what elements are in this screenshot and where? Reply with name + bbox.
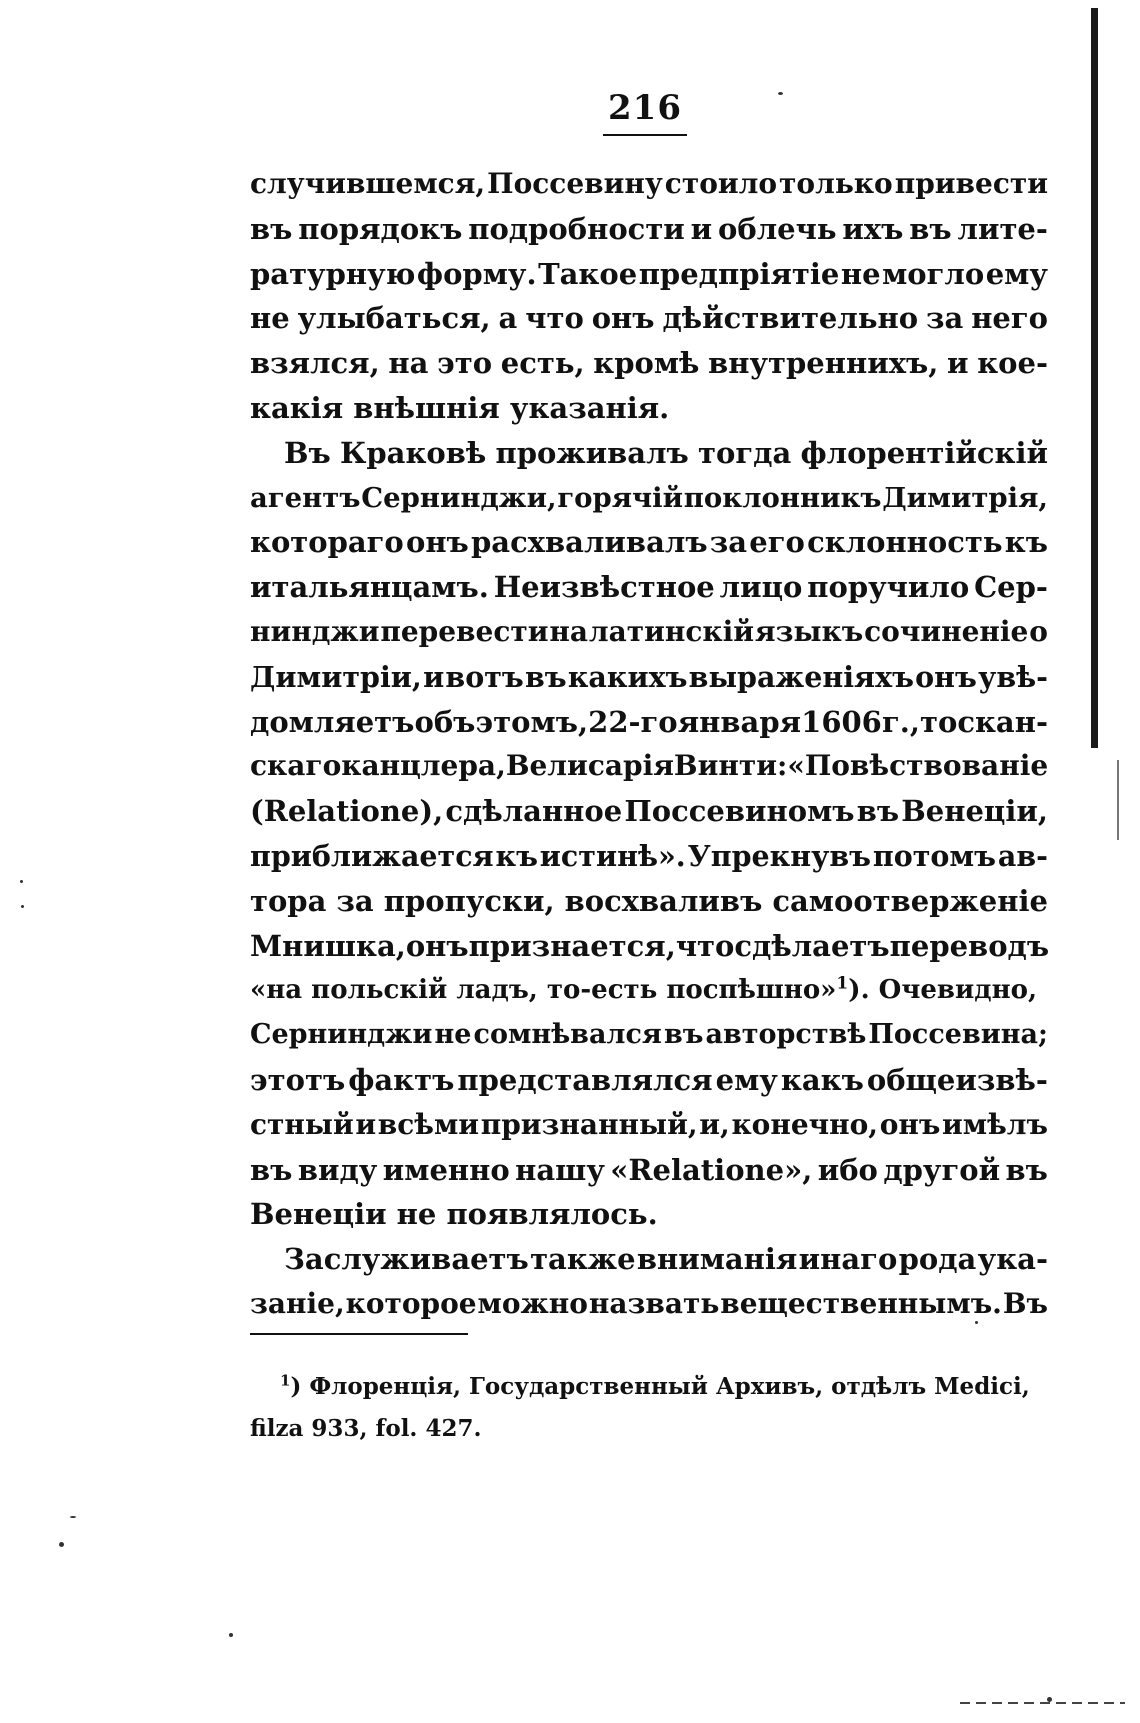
word: него [971, 301, 1048, 336]
word: форму. [416, 256, 537, 291]
text-line: Венеціи не появлялось. [250, 1197, 658, 1232]
word: инаго [798, 1242, 898, 1277]
word: приближается [250, 838, 494, 873]
word: какихъ [567, 659, 688, 694]
body-text [250, 162, 1048, 1327]
word: въ [524, 659, 567, 694]
word: также [530, 1242, 636, 1277]
word: 22-го [588, 704, 678, 739]
word: сомнѣвался [473, 1019, 662, 1051]
word: языкъ [754, 614, 864, 648]
word: ука- [977, 1242, 1048, 1277]
word: выраженіяхъ [688, 659, 914, 694]
word: ратурную [250, 256, 416, 291]
word: Велисарія [505, 749, 674, 783]
word: имѣлъ [942, 1107, 1048, 1141]
word: и [690, 211, 713, 246]
word: предпріятіе [638, 256, 840, 291]
footnote-line: filza 933, fol. 427. [250, 1415, 482, 1442]
word: не [840, 256, 881, 291]
word: Венеціи, [901, 794, 1048, 829]
word: котораго [250, 525, 404, 560]
word: горячій [557, 481, 684, 514]
scan-speck [778, 92, 783, 95]
word: Краковѣ [340, 435, 487, 470]
word: признается, [468, 928, 676, 963]
word: проживалъ [495, 435, 689, 470]
word: расхваливалъ [471, 525, 708, 560]
word: что [525, 301, 584, 336]
word: сдѣлаетъ [734, 928, 890, 963]
text-line [250, 1237, 1048, 1282]
word: потомъ [872, 838, 997, 873]
text-line [250, 565, 1048, 610]
word: Такое [538, 256, 638, 291]
word: объ [414, 704, 476, 739]
word: (Relatione), [250, 794, 444, 829]
page-number: 216 [608, 88, 682, 128]
text-line [250, 1058, 1048, 1103]
text-line [250, 1282, 1048, 1327]
word: Неизвѣстное [493, 570, 715, 605]
word: Поссевину [487, 167, 663, 200]
word: назвать [588, 1286, 720, 1320]
word: подробности [468, 211, 685, 246]
word: заніе, [250, 1286, 345, 1320]
word: въ [663, 1019, 704, 1051]
word: скаго [250, 749, 342, 783]
word: авторствѣ [705, 1019, 867, 1051]
word: ему [985, 256, 1048, 291]
word: за [925, 301, 964, 336]
word: тора [250, 883, 327, 918]
word: за [336, 883, 374, 918]
text-line [250, 162, 1048, 207]
scan-speck [59, 1542, 64, 1547]
word: домляетъ [250, 704, 415, 739]
word: порядокъ [298, 211, 463, 246]
text-line [250, 879, 1048, 924]
word: привести [894, 167, 1048, 200]
word: въ [909, 211, 952, 246]
word: онъ [915, 659, 977, 694]
word: тогда [698, 435, 792, 470]
word: лите- [957, 211, 1048, 246]
word: это [437, 346, 493, 381]
word: канцлера, [341, 749, 506, 783]
text-line [250, 1148, 1048, 1193]
text-line [250, 207, 1048, 252]
text-line [250, 296, 1048, 341]
scan-speck [70, 1516, 76, 1518]
text-line [250, 655, 1048, 700]
word: этомъ, [475, 704, 589, 739]
word: въ [856, 794, 900, 829]
word: нашу [515, 1152, 605, 1187]
word: конечно, [731, 1107, 879, 1141]
word: самоотверженіе [772, 883, 1048, 918]
word: какъ [780, 1062, 864, 1097]
word: вещественнымъ. [720, 1286, 1002, 1320]
word: ему [715, 1062, 778, 1097]
word: не [250, 301, 290, 336]
text-line [250, 700, 1048, 745]
word: Въ [1002, 1286, 1048, 1320]
word: переводъ [889, 928, 1050, 963]
word: ихъ [842, 211, 904, 246]
footnote [250, 1366, 1048, 1450]
word: и, [699, 1107, 730, 1141]
scan-edge-mark [1117, 760, 1119, 840]
word: января [677, 704, 802, 739]
scan-speck [21, 905, 24, 908]
word: онъ [591, 301, 655, 336]
word: дѣйствительно [662, 301, 919, 336]
word: его [749, 525, 805, 560]
word: лицо [719, 570, 803, 605]
word: за [709, 525, 748, 560]
word: въ [250, 1152, 293, 1187]
word: Димитрія, [882, 481, 1048, 514]
text-line [250, 1103, 1048, 1148]
word: улыбаться, [297, 301, 491, 336]
word: общеизвѣ- [866, 1062, 1048, 1097]
text-line [250, 834, 1048, 879]
word: латинскій [588, 614, 755, 648]
word: всѣми [377, 1107, 480, 1141]
word: вниманія [636, 1242, 798, 1277]
word: Мнишка, [250, 928, 406, 963]
word: другой [883, 1152, 1001, 1187]
word: ибо [817, 1152, 878, 1187]
text-line [250, 924, 1048, 969]
word: въ [1005, 1152, 1048, 1187]
text-line [250, 476, 1048, 521]
word: вотъ [445, 659, 524, 694]
text-line [250, 520, 1048, 565]
word: увѣ- [978, 659, 1048, 694]
word: сдѣланное [445, 794, 623, 829]
word: къ [1004, 525, 1048, 560]
text-line [250, 1013, 1048, 1058]
text-line [250, 341, 1048, 386]
word: случившемся, [250, 167, 486, 200]
word: именно [382, 1152, 510, 1187]
word: нинджи [250, 614, 380, 648]
word: поклонникъ [683, 481, 882, 514]
page-number-underline [603, 134, 687, 136]
word: рода [898, 1242, 977, 1277]
word: сочиненіе [864, 614, 1029, 648]
word: признанный, [480, 1107, 698, 1141]
word: кромѣ [593, 346, 700, 381]
word: восхваливъ [564, 883, 763, 918]
text-line [250, 744, 1048, 789]
word: Въ [284, 435, 331, 470]
footnote-reference[interactable]: 1 [836, 973, 849, 994]
word: и [947, 346, 969, 381]
word: этотъ [250, 1062, 346, 1097]
word: агентъ [250, 481, 361, 514]
word: можно [477, 1286, 588, 1320]
footnote-line: $^1$) Флоренція, Государственный Архивъ, отдѣлъ Medici, [280, 1371, 1030, 1400]
word: и [423, 659, 445, 694]
word: 1606 [801, 704, 882, 739]
text-line [250, 252, 1048, 297]
text-line [250, 789, 1048, 834]
word: Сернинджи, [361, 481, 557, 514]
word: представлялся [457, 1062, 713, 1097]
word: онъ [405, 525, 469, 560]
word: не [434, 1019, 472, 1051]
word: Поссевина; [868, 1019, 1048, 1051]
word: а [498, 301, 518, 336]
word: тоскан- [920, 704, 1048, 739]
text-line [250, 610, 1048, 655]
word: стный [250, 1107, 354, 1141]
word: Упрекнувъ [687, 838, 871, 873]
scan-edge-dashes [960, 1702, 1125, 1704]
word: «Relatione», [610, 1152, 813, 1187]
word: фактъ [348, 1062, 455, 1097]
word: къ [495, 838, 538, 873]
word: истинѣ». [539, 838, 686, 873]
word: о [1029, 614, 1048, 648]
footnote-marker: 1 [280, 1371, 291, 1390]
word: флорентійскій [800, 435, 1048, 470]
text-line: какія внѣшнія указанія. [250, 390, 670, 425]
word: только [779, 167, 893, 200]
word: на [388, 346, 429, 381]
word: облечь [718, 211, 837, 246]
word: Поссевиномъ [624, 794, 855, 829]
word: г., [881, 704, 920, 739]
word: кое- [977, 346, 1048, 381]
footnote-separator [250, 1333, 468, 1335]
word: внутреннихъ, [708, 346, 939, 381]
word: Сернинджи [250, 1019, 433, 1051]
word: итальянцамъ. [250, 570, 489, 605]
word: что [675, 928, 735, 963]
word: могло [882, 256, 985, 291]
word: есть, [500, 346, 585, 381]
word: онъ [405, 928, 469, 963]
scan-speck [20, 880, 23, 883]
scan-speck [229, 1633, 233, 1637]
word: стоило [664, 167, 778, 200]
word: склонность [807, 525, 1003, 560]
word: Заслуживаетъ [284, 1242, 529, 1277]
scan-edge-shadow [1091, 8, 1098, 748]
word: Сер- [974, 570, 1048, 605]
word: которое [345, 1286, 477, 1320]
word: онъ [879, 1107, 941, 1141]
word: Винти: [673, 749, 788, 783]
text-line [250, 431, 1048, 476]
word: Димитріи, [250, 659, 422, 694]
scan-speck [975, 1321, 978, 1324]
text-line-with-footnote: «на польскій ладъ, то-есть поспѣшно»$^1$). Очевидно, [250, 973, 1037, 1006]
word: въ [250, 211, 293, 246]
word: «Повѣствованіе [787, 749, 1049, 783]
word: виду [297, 1152, 378, 1187]
word: на [549, 614, 588, 648]
word: перевести [380, 614, 549, 648]
word: и [355, 1107, 377, 1141]
word: ав- [997, 838, 1048, 873]
word: взялся, [250, 346, 380, 381]
word: поручило [807, 570, 970, 605]
word: пропуски, [383, 883, 555, 918]
